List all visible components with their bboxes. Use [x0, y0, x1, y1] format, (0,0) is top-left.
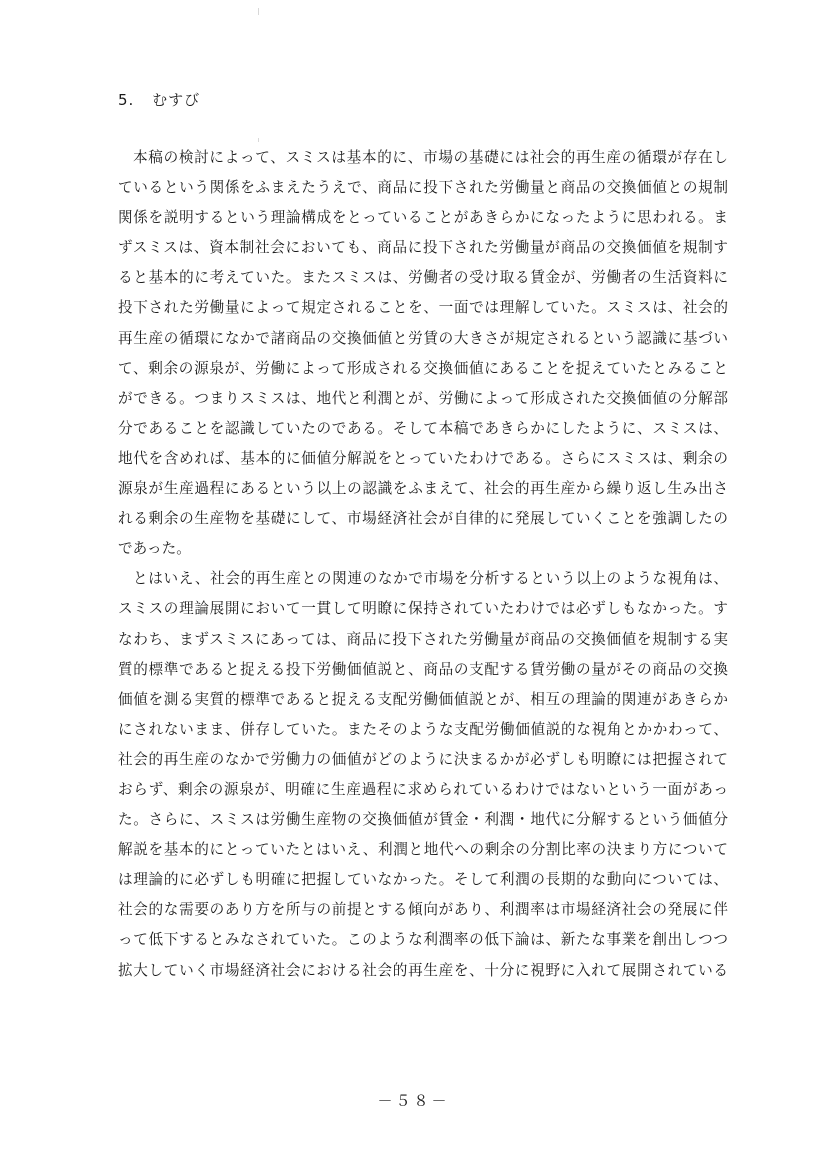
text-line: 質的標準であると捉える投下労働価値説と、商品の支配する賃労働の量がその商品の交換 — [118, 660, 728, 678]
text-line: 社会的再生産のなかで労働力の価値がどのように決まるかが必ずしも明瞭には把握されて — [118, 750, 728, 768]
scan-mark — [258, 8, 259, 15]
text-line: れる剰余の生産物を基礎にして、市場経済社会が自律的に発展していくことを強調したの — [118, 510, 728, 528]
text-line: 分であることを認識していたのである。そして本稿であきらかにしたように、スミスは、 — [118, 419, 728, 437]
text-line: にされないまま、併存していた。またそのような支配労働価値説的な視角とかかわって、 — [118, 720, 728, 738]
text-line: ているという関係をふまえたうえで、商品に投下された労働量と商品の交換価値との規制 — [118, 179, 728, 197]
text-line: て、剰余の源泉が、労働によって形成される交換価値にあることを捉えていたとみること — [118, 359, 728, 377]
text-line: 拡大していく市場経済社会における社会的再生産を、十分に視野に入れて展開されている — [118, 961, 728, 979]
text-line: ずスミスは、資本制社会においても、商品に投下された労働量が商品の交換価値を規制す — [118, 239, 728, 257]
text-line: 社会的な需要のあり方を所与の前提とする傾向があり、利潤率は市場経済社会の発展に伴 — [118, 901, 728, 919]
page-number: －５８－ — [377, 1092, 450, 1110]
text-line: って低下するとみなされていた。このような利潤率の低下論は、新たな事業を創出しつつ — [118, 931, 728, 949]
text-line: 解説を基本的にとっていたとはいえ、利潤と地代への剰余の分割比率の決まり方について — [118, 841, 728, 859]
section-number: 5. — [118, 91, 135, 109]
text-line: 本稿の検討によって、スミスは基本的に、市場の基礎には社会的再生産の循環が存在し — [133, 149, 728, 166]
text-line: であった。 — [118, 540, 191, 558]
section-title: むすび — [152, 91, 201, 109]
text-line: とはいえ、社会的再生産との関連のなかで市場を分析するという以上のような視角は、 — [133, 570, 728, 588]
text-line: ができる。つまりスミスは、地代と利潤とが、労働によって形成された交換価値の分解部 — [118, 389, 728, 407]
section-heading — [118, 89, 200, 110]
text-line: 関係を説明するという理論構成をとっていることがあきらかになったように思われる。ま — [118, 209, 728, 227]
text-line: なわち、まずスミスにあっては、商品に投下された労働量が商品の交換価値を規制する実 — [118, 630, 728, 648]
text-line: 地代を含めれば、基本的に価値分解説をとっていたわけである。さらにスミスは、剰余の — [118, 449, 728, 467]
text-line: 投下された労働量によって規定されることを、一面では理解していた。スミスは、社会的 — [118, 299, 728, 317]
text-line: 再生産の循環になかで諸商品の交換価値と労賃の大きさが規定されるという認識に基づい — [118, 329, 728, 347]
text-line: た。さらに、スミスは労働生産物の交換価値が賃金・利潤・地代に分解するという価値分 — [118, 811, 728, 829]
text-line: おらず、剰余の源泉が、明確に生産過程に求められているわけではないという一面があっ — [118, 780, 728, 798]
text-line: スミスの理論展開において一貫して明瞭に保持されていたわけでは必ずしもなかった。す — [118, 600, 728, 618]
body-text — [118, 143, 728, 986]
scan-mark — [258, 138, 259, 142]
text-line: は理論的に必ずしも明確に把握していなかった。そして利潤の長期的な動向については、 — [118, 871, 728, 889]
text-line: 価値を測る実質的標準であると捉える支配労働価値説とが、相互の理論的関連があきらか — [118, 690, 728, 708]
text-line: ると基本的に考えていた。またスミスは、労働者の受け取る賃金が、労働者の生活資料に — [118, 269, 728, 287]
text-line: 源泉が生産過程にあるという以上の認識をふまえて、社会的再生産から繰り返し生み出さ — [118, 480, 728, 498]
